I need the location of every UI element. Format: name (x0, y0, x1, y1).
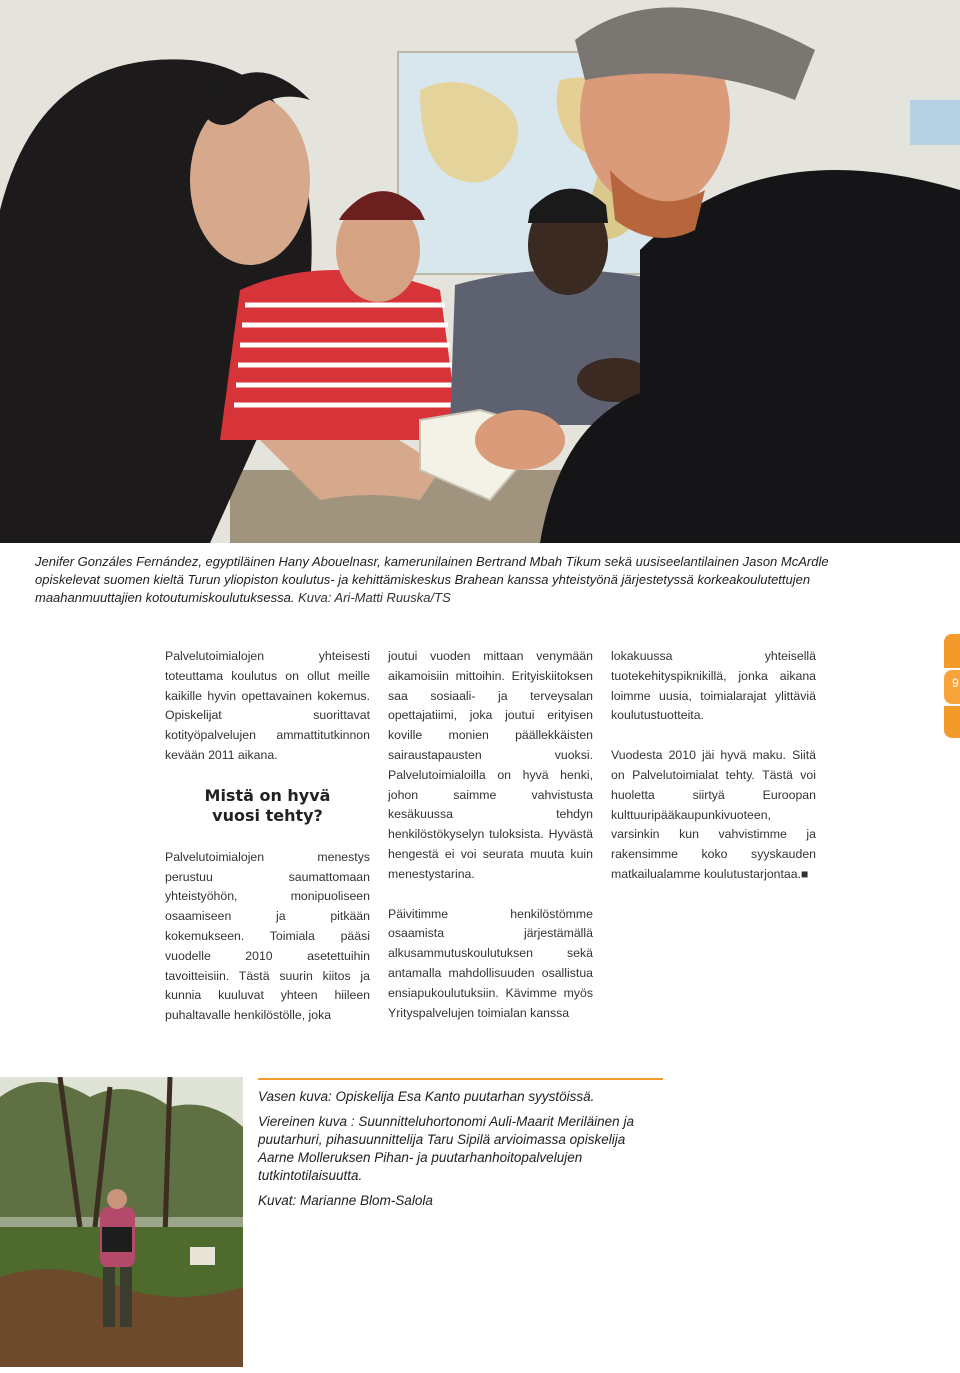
page-tab-top (944, 634, 960, 668)
person-red-shirt (220, 270, 460, 440)
photo-caption (35, 553, 895, 607)
caption-line: Viereinen kuva : Suunnitteluhortonomi Auli-Maarit Meriläinen ja puutarhuri, pihasuunnittelija Taru Sipilä arvioimassa opiskelija Aarne Molleruksen Pihan- ja puutarhanhoitopalvelujen tutkintotilaisuutta. (258, 1114, 634, 1183)
paragraph: joutui vuoden mittaan venymään aikamoisiin mittoihin. Erityiskiitoksen saa sosiaali- ja terveysalan opettajatiimi, joka joutui erityisen koville monien päällekkäisten sairaustapausten vuoksi. Palvelutoimialoilla on hyvä henki, johon saimme vahvistusta kesäkuussa tehdyn henkilöstökyselyn tuloksista. Hyvästä hengestä ei voi seurata muuta kuin menestystarina. (388, 649, 593, 881)
paragraph: Palvelutoimialojen yhteisesti toteuttama koulutus on ollut meille kaikille hyvin opettavainen kokemus. Opiskelijat suorittavat kotityöpalvelujen ammattitutkinnon kevään 2011 aikana. (165, 649, 370, 762)
paragraph: Vuodesta 2010 jäi hyvä maku. Siitä on Palvelutoimialat tehty. Tästä voi huoletta siirtyä Euroopan kulttuuripääkaupunkivuoteen, varsinkin kun vahvistimme ja rakensimme koko syyskauden matkailualamme koulutustarjontaa.■ (611, 748, 816, 881)
article-column-3 (611, 647, 816, 905)
garden-caption (258, 1078, 663, 1217)
hero-photo-illustration (0, 0, 960, 543)
subheading-line: vuosi tehty? (212, 805, 323, 825)
subheading-line: Mistä on hyvä (204, 785, 331, 805)
article-column-1 (165, 647, 370, 1046)
article-column-2 (388, 647, 593, 1043)
paragraph: lokakuussa yhteisellä tuotekehityspiknikillä, jonka aikana loimme uusia, toimialarajat ylittäviä koulutustuotteita. (611, 649, 816, 723)
garden-photo-illustration (0, 1077, 243, 1367)
paragraph: Päivitimme henkilöstömme osaamista järjestämällä alkusammutuskoulutuksen sekä antamalla mahdollisuuden osallistua ensiapukoulutuksiin. Kävimme myös Yrityspalvelujen toimialan kanssa (388, 906, 593, 1020)
poster (910, 100, 960, 145)
photo-caption-text: Jenifer Gonzáles Fernández, egyptiläinen Hany Abouelnasr, kamerunilainen Bertrand Mbah Tikum sekä uusiseelantilainen Jason McArdle opiskelevat suomen kieltä Turun yliopiston koulutus- ja kehittämiskeskus Brahean kanssa yhteistyönä järjestetyssä korkeakoulutettujen maahanmuuttajien kotoutumiskoulutuksessa. (35, 554, 829, 605)
garden-photo (0, 1077, 243, 1367)
page-number: 9 (952, 676, 959, 690)
photo-credit: Kuva: Ari-Matti Ruuska/TS (298, 590, 451, 605)
caption-line: Vasen kuva: Opiskelija Esa Kanto puutarhan syystöissä. (258, 1089, 595, 1104)
hero-photo (0, 0, 960, 543)
caption-credit: Kuvat: Marianne Blom-Salola (258, 1193, 433, 1208)
subheading (165, 786, 370, 826)
page-tab-bottom (944, 706, 960, 738)
paragraph: Palvelutoimialojen menestys perustuu saumattomaan yhteistyöhön, monipuoliseen osaamiseen ja pitkään kokemukseen. Toimiala pääsi vuodelle 2010 asetettuihin tavoitteisiin. Tästä suurin kiitos ja kunnia kuuluvat yhteen hiileen puhaltavalle henkilöstölle, joka (165, 849, 370, 1023)
